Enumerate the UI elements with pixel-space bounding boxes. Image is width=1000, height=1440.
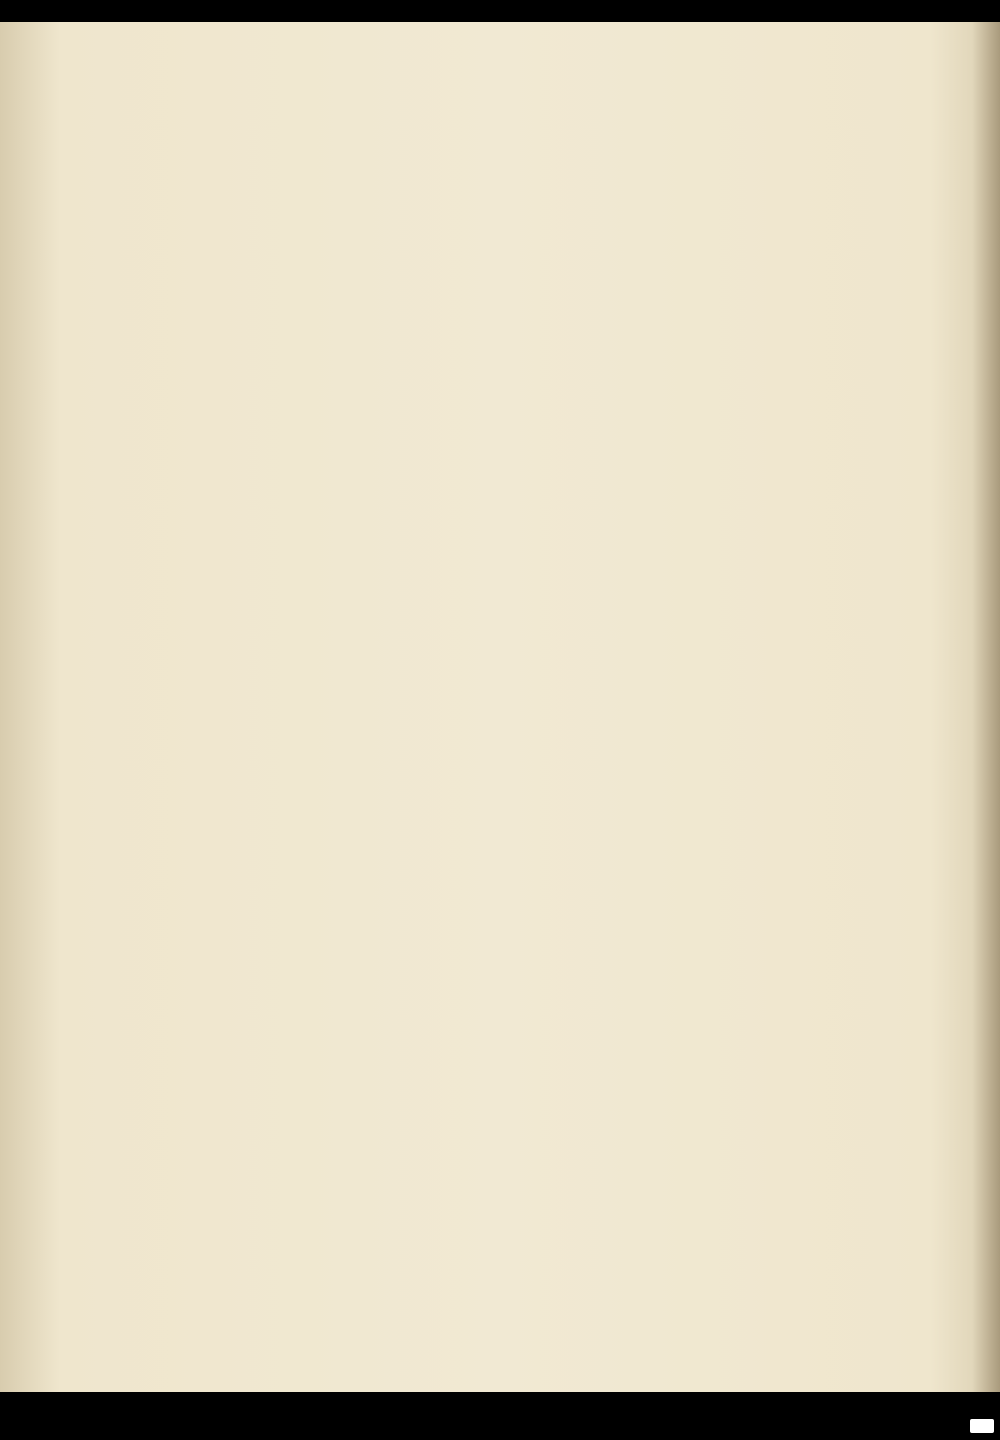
book-page bbox=[0, 22, 1000, 1392]
dfg-logo bbox=[970, 1419, 994, 1433]
footer-bar bbox=[0, 1392, 1000, 1440]
